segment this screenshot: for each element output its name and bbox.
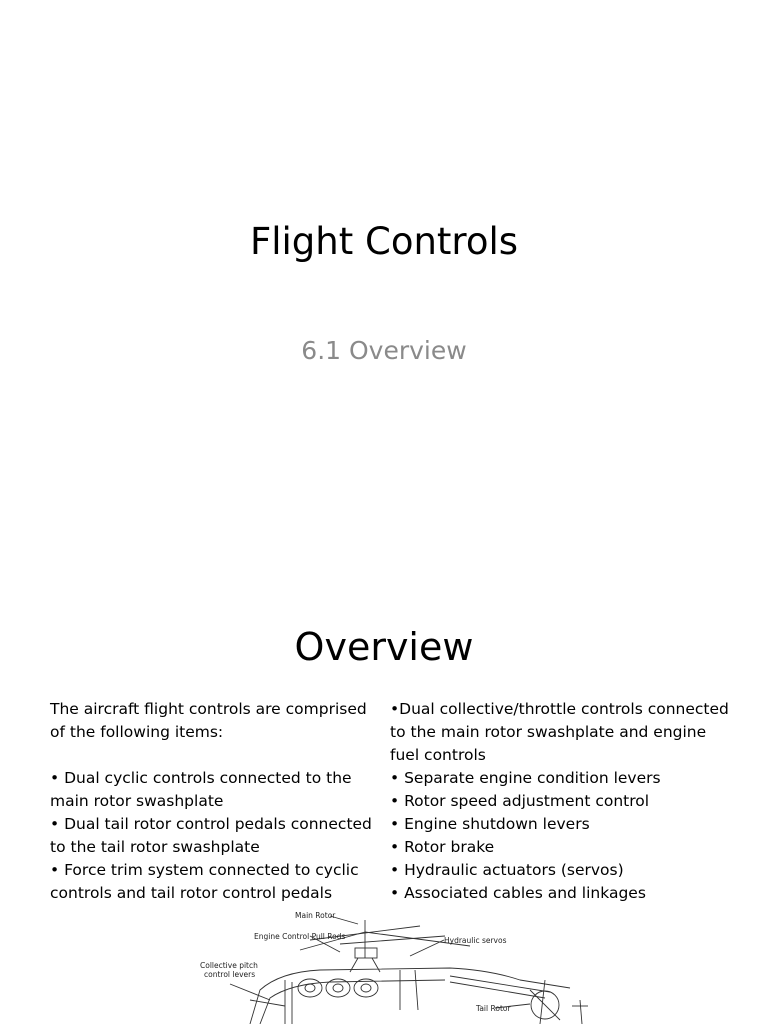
list-item: • Rotor brake bbox=[390, 838, 495, 856]
label-main-rotor: Main Rotor bbox=[295, 911, 336, 920]
label-engine-control-pull-rods: Engine Control Pull Rods bbox=[254, 932, 346, 941]
list-item: •Dual collective/throttle controls connected to the main rotor swashplate and engine fuel controls bbox=[390, 700, 729, 764]
list-item: • Dual cyclic controls connected to the main rotor swashplate bbox=[50, 769, 352, 810]
right-column bbox=[390, 698, 730, 905]
slide-title: Flight Controls bbox=[249, 220, 519, 263]
label-tail-rotor: Tail Rotor bbox=[476, 1004, 511, 1013]
helicopter-diagram bbox=[190, 910, 610, 1024]
left-column bbox=[50, 698, 380, 905]
overview-title: Overview bbox=[294, 625, 474, 669]
label-collective-pitch: Collective pitch bbox=[200, 961, 258, 970]
slide-subtitle: 6.1 Overview bbox=[301, 336, 467, 365]
list-item: • Dual tail rotor control pedals connected to the tail rotor swashplate bbox=[50, 815, 372, 856]
label-hydraulic-servos: Hydraulic servos bbox=[444, 936, 507, 945]
list-item: • Separate engine condition levers bbox=[390, 769, 661, 787]
list-item: • Hydraulic actuators (servos) bbox=[390, 861, 624, 879]
list-item: • Rotor speed adjustment control bbox=[390, 792, 650, 810]
label-control-levers: control levers bbox=[204, 970, 256, 979]
intro-text: The aircraft flight controls are comprised of the following items: bbox=[50, 700, 367, 741]
overview-slide bbox=[0, 580, 768, 1024]
paragraph-gap bbox=[50, 744, 380, 767]
list-item: • Associated cables and linkages bbox=[390, 884, 646, 902]
list-item: • Engine shutdown levers bbox=[390, 815, 590, 833]
list-item: • Force trim system connected to cyclic controls and tail rotor control pedals bbox=[50, 861, 359, 902]
